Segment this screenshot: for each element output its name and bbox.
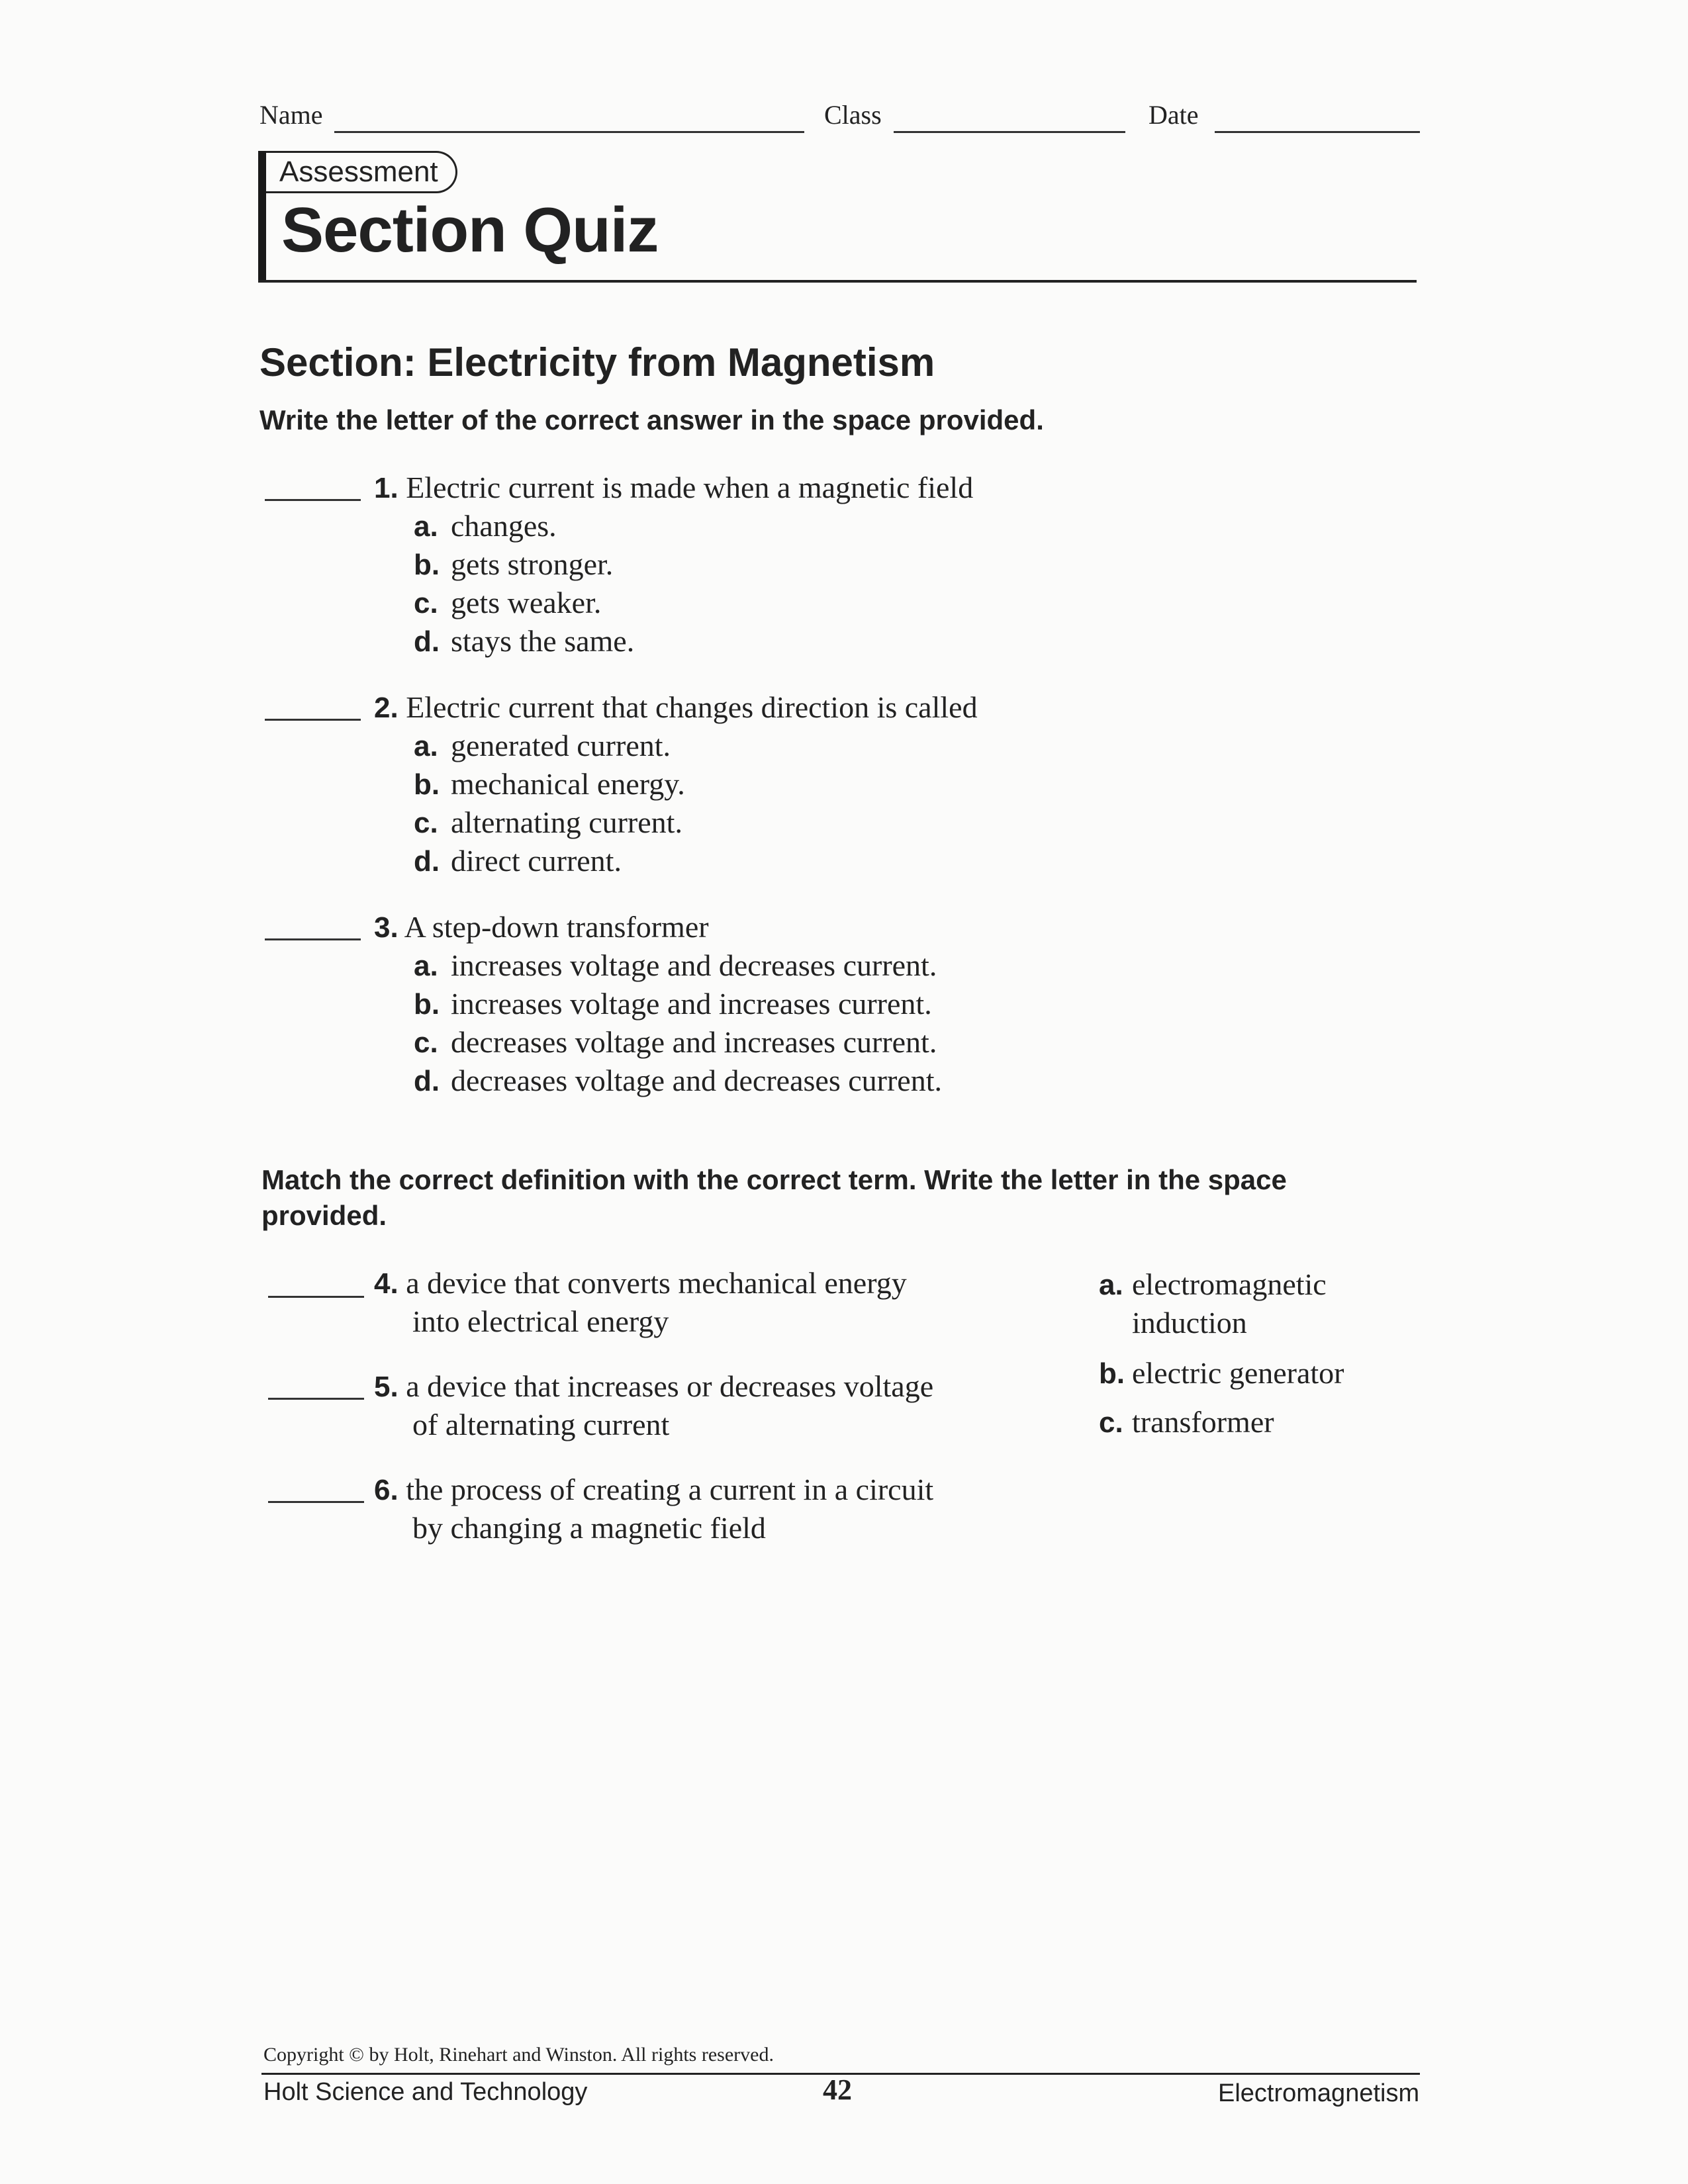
instructions-matching-line1: Match the correct definition with the correct term. Write the letter in the space <box>261 1164 1287 1195</box>
matching-5-line2: of alternating current <box>412 1408 670 1441</box>
question-1-option-d: d. stays the same. <box>414 624 635 658</box>
question-3-option-b: b. increases voltage and increases current. <box>414 987 932 1021</box>
matching-4-line1: 4. a device that converts mechanical energy <box>374 1266 907 1300</box>
date-label: Date <box>1149 100 1199 130</box>
question-1-option-c: c. gets weaker. <box>414 586 602 619</box>
page-number: 42 <box>823 2073 852 2106</box>
answer-blank-1[interactable] <box>265 499 361 501</box>
term-b: b. electric generator <box>1099 1356 1344 1390</box>
answer-blank-6[interactable] <box>268 1501 364 1503</box>
name-label: Name <box>259 100 323 130</box>
question-2-option-d: d. direct current. <box>414 844 622 878</box>
title-divider <box>258 280 1417 283</box>
instructions-multiple-choice: Write the letter of the correct answer in the space provided. <box>259 404 1044 435</box>
question-3-option-c: c. decreases voltage and increases current. <box>414 1025 937 1059</box>
question-3-stem: 3. A step-down transformer <box>374 910 709 944</box>
name-field[interactable] <box>334 131 804 133</box>
matching-6-line1: 6. the process of creating a current in a circuit <box>374 1473 934 1506</box>
date-field[interactable] <box>1215 131 1420 133</box>
banner-bar <box>258 151 266 280</box>
answer-blank-4[interactable] <box>268 1296 364 1298</box>
matching-5-line1: 5. a device that increases or decreases voltage <box>374 1369 934 1403</box>
question-1-stem: 1. Electric current is made when a magnetic field <box>374 471 974 504</box>
question-1-option-b: b. gets stronger. <box>414 547 614 581</box>
section-title: Section: Electricity from Magnetism <box>259 340 935 385</box>
class-label: Class <box>824 100 882 130</box>
question-2-option-c: c. alternating current. <box>414 805 682 839</box>
term-c: c. transformer <box>1099 1405 1274 1439</box>
term-a-line2: induction <box>1132 1306 1247 1340</box>
answer-blank-3[interactable] <box>265 938 361 940</box>
term-a: a. electromagnetic <box>1099 1267 1327 1301</box>
matching-4-line2: into electrical energy <box>412 1304 669 1338</box>
copyright-notice: Copyright © by Holt, Rinehart and Winston. All rights reserved. <box>263 2044 774 2066</box>
answer-blank-2[interactable] <box>265 719 361 721</box>
footer-chapter: Electromagnetism <box>1218 2079 1420 2107</box>
matching-6-line2: by changing a magnetic field <box>412 1511 766 1545</box>
footer-book-title: Holt Science and Technology <box>263 2078 588 2106</box>
question-3-option-d: d. decreases voltage and decreases current. <box>414 1064 942 1097</box>
class-field[interactable] <box>894 131 1125 133</box>
instructions-matching-line2: provided. <box>261 1200 387 1231</box>
question-2-option-a: a. generated current. <box>414 729 671 762</box>
assessment-tag: Assessment <box>266 151 457 193</box>
question-2-stem: 2. Electric current that changes direction is called <box>374 690 978 724</box>
question-2-option-b: b. mechanical energy. <box>414 767 685 801</box>
answer-blank-5[interactable] <box>268 1398 364 1400</box>
question-3-option-a: a. increases voltage and decreases current. <box>414 948 937 982</box>
page-title: Section Quiz <box>281 195 659 265</box>
question-1-option-a: a. changes. <box>414 509 557 543</box>
